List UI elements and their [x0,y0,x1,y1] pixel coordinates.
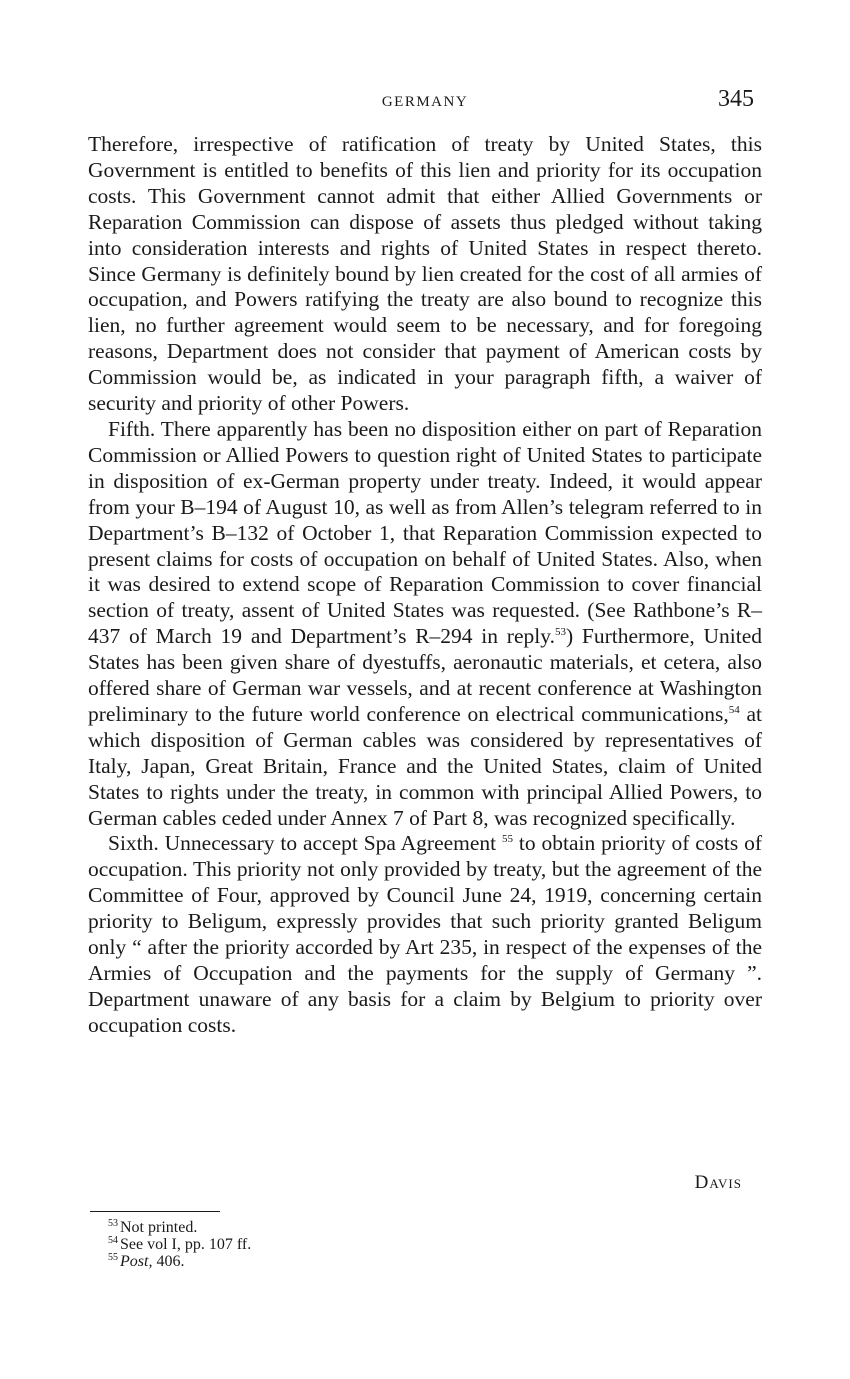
paragraph-1 [88,132,762,417]
running-head [88,86,762,120]
paragraph-1-text: Therefore, irrespective of ratification of treaty by United States, this Government is entitled to benefits of this lien and priority for its occupation costs. This Government cannot admit that either Allied Governments or Reparation Commission can dispose of assets thus pledged without taking into consideration interests and rights of United States in respect thereto. Since Germany is definitely bound by lien created for the cost of all armies of occupation, and Powers ratifying the treaty are also bound to recognize this lien, no further agreement would seem to be necessary, and for foregoing reasons, Department does not consider that payment of American costs by Commission would be, as indicated in your paragraph fifth, a waiver of security and priority of other Powers. [88,132,762,416]
paragraph-sixth-text-1: Sixth. Unnecessary to accept Spa Agreement [108,831,497,856]
footnote-number: 53 [108,1217,118,1229]
footnote-number: 55 [108,1251,118,1263]
footnote-ref-53[interactable]: 53 [554,626,566,639]
footnote-number: 54 [108,1234,118,1246]
footnote-ref-54[interactable]: 54 [728,703,740,716]
page-number: 345 [718,86,754,112]
footnote-text: See vol I, pp. 107 ff. [120,1236,252,1253]
footnote-55 [108,1253,251,1270]
footnote-text: 406. [152,1253,185,1270]
footnote-54 [108,1236,251,1253]
footnote-53 [108,1219,251,1236]
paragraph-fifth-text-1: Fifth. There apparently has been no disposition either on part of Reparation Commission or Allied Powers to question right of United States to participate in disposition of ex-German property under treaty. Indeed, it would appear from your B–194 of August 10, as well as from Allen’s telegram referred to in Department’s B–132 of October 1, that Reparation Commission expected to present claims for costs of occupation on behalf of United States. Also, when it was desired to extend scope of Reparation Commission to cover financial section of treaty, assent of United States was requested. (See Rathbone’s R–437 of March 19 and Department’s R–294 in reply. [88,416,762,649]
running-title: GERMANY [381,94,469,110]
footnote-text: Not printed. [120,1219,198,1236]
body-text [88,132,762,1039]
paragraph-fifth-text-2: ) Furthermore, United States has been given share of dyestuffs, aeronautic materials, et cetera, also offered share of German war vessels, and at recent conference at Washington preliminary to the future world conference on electrical communications, [88,624,762,726]
footnotes [108,1219,251,1270]
paragraph-fifth [88,417,762,832]
paragraph-sixth [88,831,762,1038]
footnote-text-italic: Post, [120,1253,153,1270]
paragraph-fifth-text-3: at which disposition of German cables was considered by representatives of Italy, Japan, Great Britain, France and the United States, claim of United States to rights under the treaty, in common with principal Allied Powers, to German cables ceded under Annex 7 of Part 8, was recognized specifically. [88,701,762,830]
signature: Davis [694,1172,742,1193]
footnote-divider [90,1211,220,1212]
paragraph-sixth-text-2: to obtain priority of costs of occupation. This priority not only provided by treaty, but the agreement of the Committee of Four, approved by Council June 24, 1919, concerning certain priority to Beligum, expressly provides that such priority granted Beligum only “ after the priority accorded by Art 235, in respect of the expenses of the Armies of Occupation and the payments for the supply of Germany ”. Department unaware of any basis for a claim by Belgium to priority over occupation costs. [88,831,762,1037]
footnote-ref-55[interactable]: 55 [502,833,514,846]
